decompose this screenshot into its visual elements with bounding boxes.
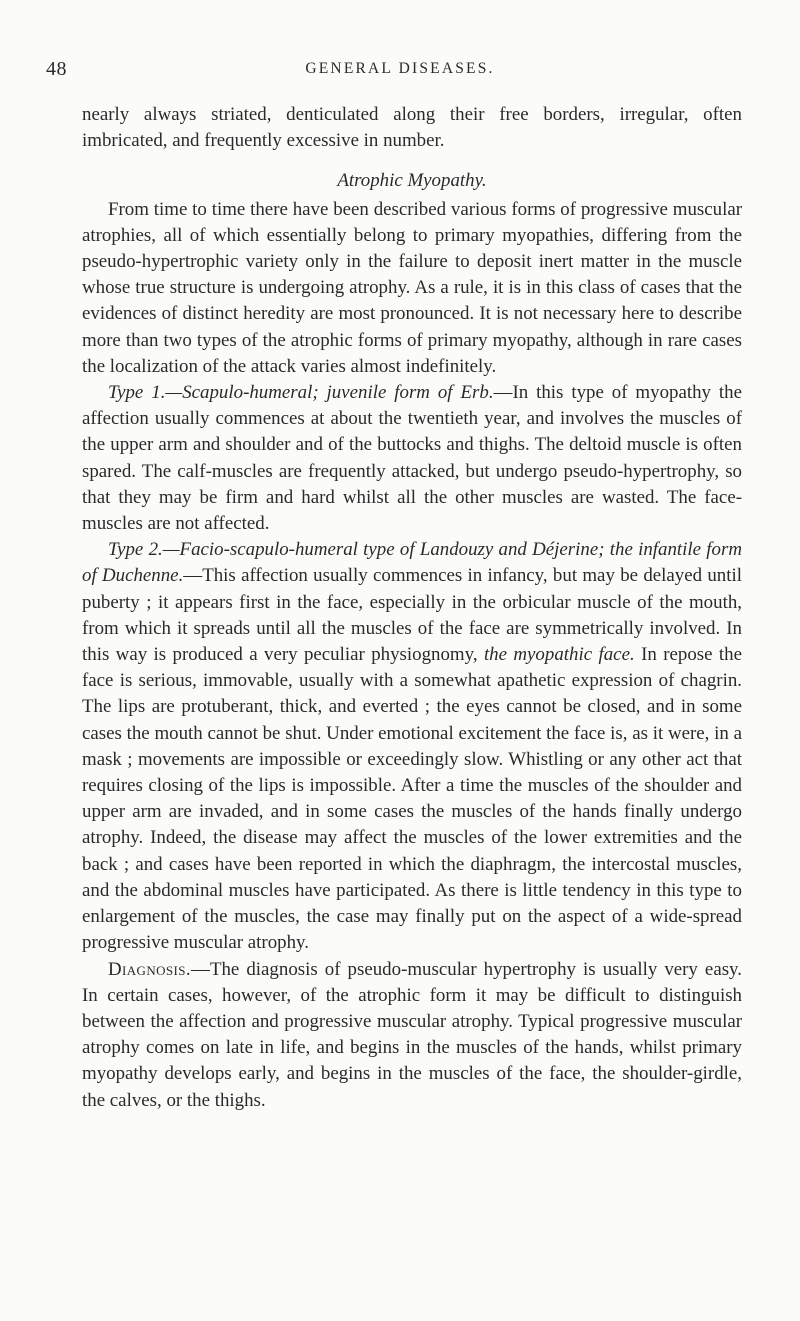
type-2-text-a: —This affection usually commences in infancy, but may be delayed until puberty ; it appears first in the face, especially in the orbicular muscle of the mouth, from which it spreads until all the muscles of the face are symmetrically involved. In this way is produced a very peculiar physiognomy,	[82, 565, 742, 666]
type-1-text: —In this type of myopathy the affection usually commences at about the twentieth year, and involves the muscles of the upper arm and shoulder and of the buttocks and thighs. The deltoid muscle is often spared. The calf-muscles are frequently attacked, but undergo pseudo-hypertrophy, so that they may be firm and hard whilst all the other muscles are wasted. The face-muscles are not affected.	[82, 382, 742, 535]
intro-paragraph: nearly always striated, denticulated along their free borders, irregular, often imbricated, and frequently excessive in number.	[82, 104, 742, 152]
type-2-text-b: In repose the face is serious, immovable, usually with a somewhat apathetic expression of chagrin. The lips are protuberant, thick, and everted ; the eyes cannot be closed, and in some cases the mouth cannot be shut. Under emotional excitement the face is, as it were, in a mask ; movements are impossible or exceedingly slow. Whistling or any other act that requires closing of the lips is impossible. After a time the muscles of the shoulder and upper arm are invaded, and in some cases the muscles of the hands finally undergo atrophy. Indeed, the disease may affect the muscles of the lower extremities and the back ; and cases have been reported in which the diaphragm, the intercostal muscles, and the abdominal muscles have participated. As there is little tendency in this type to enlargement of the muscles, the case may finally put on the aspect of a wide-spread progressive muscular atrophy.	[82, 644, 742, 954]
type-2-heading: Type 2.—Facio-scapulo-humeral type of Landouzy and Déjerine; the infantile form of Duchenne.	[82, 539, 742, 587]
page-number: 48	[46, 58, 67, 80]
running-head: GENERAL DISEASES.	[305, 60, 495, 77]
type-2-emphasis: the myopathic face.	[483, 644, 635, 666]
diagnosis-text: —The diagnosis of pseudo-muscular hypertrophy is usually very easy. In certain cases, however, of the atrophic form it may be difficult to distinguish between the affection and progressive muscular atrophy. Typical progressive muscular atrophy comes on late in life, and begins in the muscles of the hands, whilst primary myopathy develops early, and begins in the muscles of the face, the shoulder-girdle, the calves, or the thighs.	[82, 958, 742, 1111]
diagnosis-heading: Diagnosis.	[108, 958, 192, 980]
paragraph-diagnosis	[82, 957, 742, 1114]
body-text	[82, 102, 742, 1114]
type-1-heading: Type 1.—Scapulo-humeral; juvenile form of Erb.	[108, 382, 494, 404]
paragraph-type-2	[82, 537, 742, 956]
paragraph-type-1	[82, 380, 742, 537]
section-title: Atrophic Myopathy.	[337, 170, 487, 192]
paragraph-general: From time to time there have been described various forms of progressive muscular atrophies, all of which essentially belong to primary myopathies, differing from the pseudo-hypertrophic variety only in the failure to deposit inert matter in the muscle whose true structure is undergoing atrophy. As a rule, it is in this class of cases that the evidences of distinct heredity are most pronounced. It is not necessary here to describe more than two types of the atrophic forms of primary myopathy, although in rare cases the localization of the attack varies almost indefinitely.	[82, 198, 742, 377]
